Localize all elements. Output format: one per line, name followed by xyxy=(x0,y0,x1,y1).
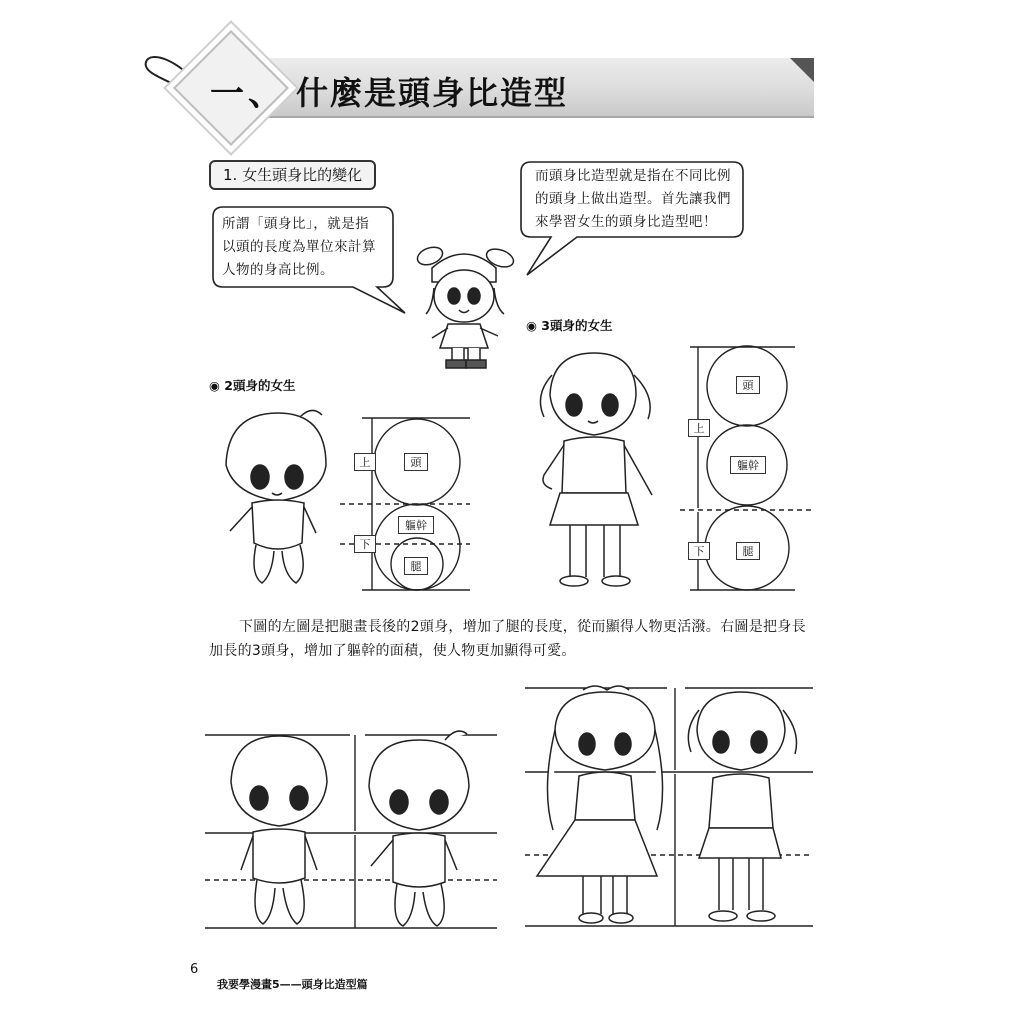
left-bubble-line: 以頭的長度為單位來計算 xyxy=(222,239,376,255)
three-head-comparison-illustration xyxy=(525,680,815,930)
two-head-caption: ◉ 2頭身的女生 xyxy=(209,378,296,393)
torso-tag: 軀幹 xyxy=(398,516,434,534)
body-paragraph: 下圖的左圖是把腿畫長後的2頭身，增加了腿的長度，從而顯得人物更活潑。右圖是把身長加長的3頭身，增加了軀幹的面積，使人物更加顯得可愛。 xyxy=(209,619,806,659)
lower-tag: 下 xyxy=(688,542,710,560)
section-label: 1. 女生頭身比的變化 xyxy=(209,160,376,190)
two-head-girl-illustration xyxy=(222,405,342,590)
right-bubble-text xyxy=(535,165,731,234)
book-title-footer: 我要學漫畫5——頭身比造型篇 xyxy=(217,978,368,991)
head-tag: 頭 xyxy=(736,376,760,394)
lower-tag: 下 xyxy=(354,535,376,553)
mascot-girl-illustration xyxy=(412,238,517,373)
torso-tag: 軀幹 xyxy=(730,456,766,474)
right-bubble-line: 的頭身上做出造型。首先讓我們 xyxy=(535,191,731,207)
leg-tag: 腿 xyxy=(404,557,428,575)
chapter-number: 一、 xyxy=(210,74,286,114)
page-number: 6 xyxy=(190,962,199,977)
left-bubble-text xyxy=(222,213,376,282)
left-bubble-line: 人物的身高比例。 xyxy=(222,262,334,278)
upper-tag: 上 xyxy=(354,453,376,471)
head-tag: 頭 xyxy=(404,453,428,471)
chapter-title: 什麼是頭身比造型 xyxy=(296,74,569,112)
banner-corner-fold xyxy=(790,58,814,82)
three-head-girl-illustration xyxy=(530,345,660,595)
three-head-caption: ◉ 3頭身的女生 xyxy=(526,318,613,333)
leg-tag: 腿 xyxy=(736,542,760,560)
two-head-comparison-illustration xyxy=(205,720,500,932)
left-bubble-line: 所謂「頭身比」，就是指 xyxy=(222,216,370,232)
right-bubble-line: 而頭身比造型就是指在不同比例 xyxy=(535,168,731,184)
right-bubble-line: 來學習女生的頭身比造型吧！ xyxy=(535,214,717,230)
upper-tag: 上 xyxy=(688,419,710,437)
